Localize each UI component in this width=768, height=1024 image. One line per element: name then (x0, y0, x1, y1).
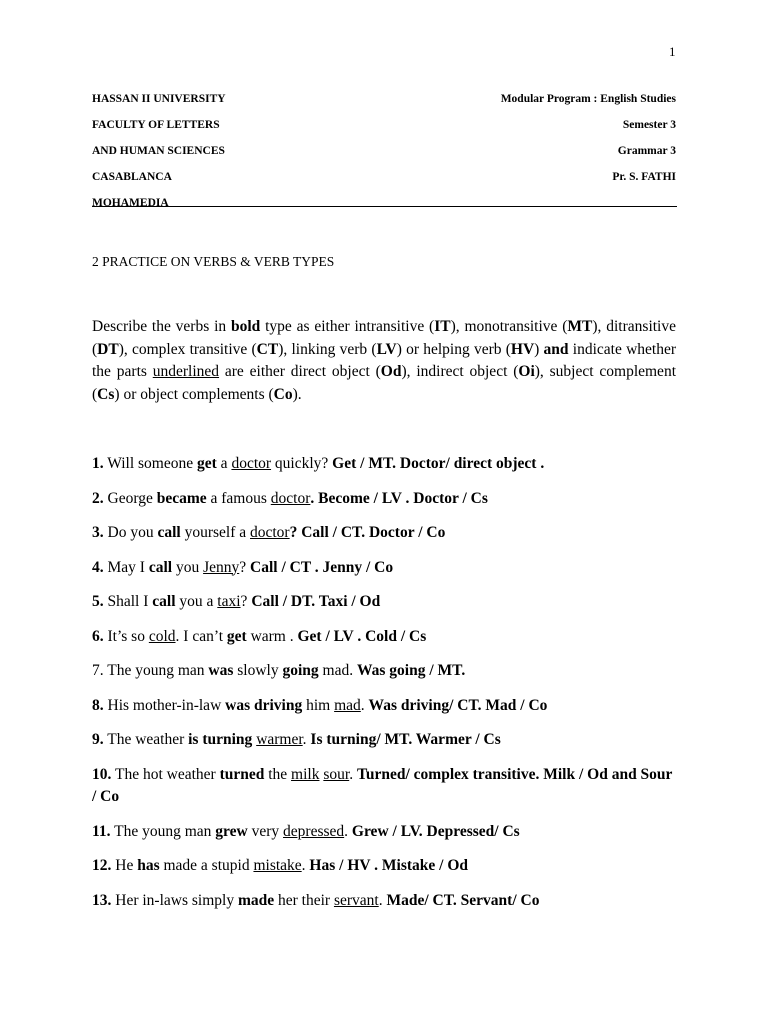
bold-text: grew (215, 822, 248, 840)
bold-text: Made/ CT. Servant/ Co (386, 891, 540, 909)
bold-text: Has / HV . Mistake / Od (309, 857, 469, 874)
underlined-text: sour (323, 765, 350, 783)
underlined-text: warmer (256, 731, 303, 748)
header-row (92, 86, 676, 112)
underlined-text: underlined (152, 363, 220, 380)
instructions-paragraph (92, 316, 676, 406)
bold-text: DT (97, 340, 119, 358)
exercise-item (92, 522, 676, 545)
header-row (92, 112, 676, 138)
underlined-text: taxi (217, 593, 241, 610)
text-run: slowly (233, 662, 283, 679)
bold-text: turned (219, 765, 265, 783)
bold-text: is turning (188, 731, 253, 748)
bold-text: bold (230, 318, 261, 335)
exercise-item (92, 729, 676, 752)
bold-text: 9. (92, 731, 104, 748)
bold-text: ? Call / CT. Doctor / Co (289, 524, 446, 541)
bold-text: 12. (92, 857, 112, 874)
bold-text: IT (434, 318, 451, 335)
professor-name: Pr. S. FATHI (612, 171, 676, 183)
bold-text: Is turning/ MT. Warmer / Cs (310, 731, 501, 748)
exercise-item (92, 855, 676, 878)
bold-text: Get / MT. Doctor/ direct object . (332, 455, 545, 472)
bold-text: Cs (97, 385, 115, 403)
underlined-text: mad (334, 696, 361, 714)
text-run: The hot weather (111, 765, 220, 783)
text-run: May I (103, 558, 149, 576)
bold-text: Turned/ complex transitive. Milk / Od and Sour / Co (92, 765, 673, 805)
text-run: quickly? (271, 455, 333, 472)
text-run: ? (239, 558, 251, 576)
text-run: ) or object complements ( (114, 385, 274, 403)
exercise-item (92, 626, 676, 649)
text-run: Describe the verbs in (92, 318, 231, 335)
text-run: ), subject complement ( (92, 363, 676, 403)
text-run: indicate whether the parts (92, 340, 676, 380)
bold-text: 5. (92, 593, 104, 610)
text-run: Do you (103, 524, 158, 541)
text-run: . (378, 891, 387, 909)
text-run: you a (175, 593, 218, 610)
bold-text: and (543, 340, 569, 358)
underlined-text: doctor (250, 524, 290, 541)
text-run: . (301, 857, 310, 874)
exercise-item (92, 557, 676, 580)
bold-text: 4. (92, 558, 104, 576)
bold-text: 1. (92, 455, 104, 472)
text-run: 7. (92, 662, 104, 679)
bold-text: Grew / LV. Depressed/ Cs (351, 822, 520, 840)
page-number: 1 (669, 44, 676, 59)
text-run: ), linking verb ( (278, 340, 377, 358)
text-run: a (216, 455, 232, 472)
bold-text: CT (256, 340, 279, 358)
text-run: . (349, 765, 357, 783)
header-row (92, 138, 676, 164)
text-run: are either direct object ( (219, 363, 381, 380)
bold-text: 3. (92, 524, 104, 541)
text-run: the (264, 765, 292, 783)
text-run: ) (534, 340, 544, 358)
section-title: 2 PRACTICE ON VERBS & VERB TYPES (92, 254, 335, 269)
faculty-name: FACULTY OF LETTERS (92, 119, 220, 131)
bold-text: . Become / LV . Doctor / Cs (310, 489, 488, 507)
bold-text: Was going / MT. (356, 662, 466, 679)
faculty-name-continued: AND HUMAN SCIENCES (92, 145, 225, 157)
text-run: him (302, 696, 335, 714)
bold-text: 10. (92, 765, 112, 783)
exercise-item (92, 695, 676, 718)
text-run: . (360, 696, 369, 714)
text-run: ), indirect object ( (401, 363, 519, 380)
text-run: ), complex transitive ( (118, 340, 257, 358)
exercise-item (92, 488, 676, 511)
semester: Semester 3 (622, 119, 676, 131)
bold-text: was (208, 662, 234, 679)
exercise-list (92, 453, 676, 924)
text-run: ), monotransitive ( (450, 318, 568, 335)
text-run: Her in-laws simply (111, 891, 238, 909)
bold-text: get (197, 455, 217, 472)
text-run: mad. (318, 662, 357, 679)
text-run: ) or helping verb ( (396, 340, 511, 358)
underlined-text: servant (333, 891, 379, 909)
text-run: Shall I (103, 593, 153, 610)
bold-text: Oi (518, 363, 535, 380)
header-row (92, 190, 676, 216)
exercise-item (92, 821, 676, 844)
text-run: . (344, 822, 352, 840)
bold-text: has (137, 857, 160, 874)
bold-text: 11. (92, 822, 111, 840)
text-run: yourself a (180, 524, 250, 541)
program-name: Modular Program : English Studies (500, 93, 676, 105)
bold-text: get (226, 627, 247, 645)
text-run: you (172, 558, 204, 576)
text-run: warm . (246, 627, 298, 645)
text-run: . (302, 731, 311, 748)
text-run: type as either intransitive ( (260, 318, 435, 335)
bold-text: Get / LV . Cold / Cs (297, 627, 427, 645)
text-run: It’s so (103, 627, 149, 645)
text-run: George (103, 489, 157, 507)
document-header (92, 86, 676, 216)
underlined-text: doctor (270, 489, 311, 507)
text-run: . I can’t (175, 627, 227, 645)
bold-text: call (148, 558, 173, 576)
bold-text: made (237, 891, 275, 909)
bold-text: call (157, 524, 181, 541)
exercise-item (92, 453, 676, 476)
university-name: HASSAN II UNIVERSITY (92, 93, 226, 105)
text-run: His mother-in-law (103, 696, 226, 714)
text-run: The young man (103, 662, 209, 679)
text-run: very (247, 822, 284, 840)
exercise-item (92, 890, 676, 913)
exercise-item (92, 764, 676, 809)
underlined-text: mistake (253, 857, 302, 874)
text-run: ). (292, 385, 302, 403)
underlined-text: milk (291, 765, 320, 783)
text-run: her their (274, 891, 334, 909)
text-run: ? (240, 593, 252, 610)
city-district: MOHAMEDIA (92, 197, 169, 209)
underlined-text: Jenny (203, 558, 240, 576)
text-run: The weather (103, 731, 189, 748)
bold-text: 6. (92, 627, 104, 645)
bold-text: Co (273, 385, 293, 403)
bold-text: 8. (92, 696, 104, 714)
bold-text: LV (376, 340, 397, 358)
course-name: Grammar 3 (617, 145, 676, 157)
header-row (92, 164, 676, 190)
header-divider (92, 206, 677, 207)
bold-text: Od (380, 363, 402, 380)
bold-text: going (282, 662, 319, 679)
bold-text: HV (510, 340, 535, 358)
text-run: made a stupid (159, 857, 254, 874)
exercise-item (92, 591, 676, 614)
underlined-text: doctor (231, 455, 272, 472)
bold-text: became (156, 489, 207, 507)
bold-text: was driving (225, 696, 303, 714)
bold-text: MT (567, 318, 593, 335)
bold-text: 2. (92, 489, 104, 507)
city: CASABLANCA (92, 171, 172, 183)
exercise-item (92, 660, 676, 683)
text-run: He (111, 857, 138, 874)
underlined-text: cold (148, 627, 176, 645)
bold-text: Call / CT . Jenny / Co (250, 558, 394, 576)
text-run: The young man (110, 822, 216, 840)
bold-text: call (152, 593, 176, 610)
bold-text: Call / DT. Taxi / Od (251, 593, 381, 610)
bold-text: Was driving/ CT. Mad / Co (368, 696, 548, 714)
text-run: Will someone (103, 455, 197, 472)
underlined-text: depressed (283, 822, 345, 840)
text-run: a famous (206, 489, 271, 507)
bold-text: 13. (92, 891, 112, 909)
text-run: ), ditransitive ( (92, 318, 676, 358)
